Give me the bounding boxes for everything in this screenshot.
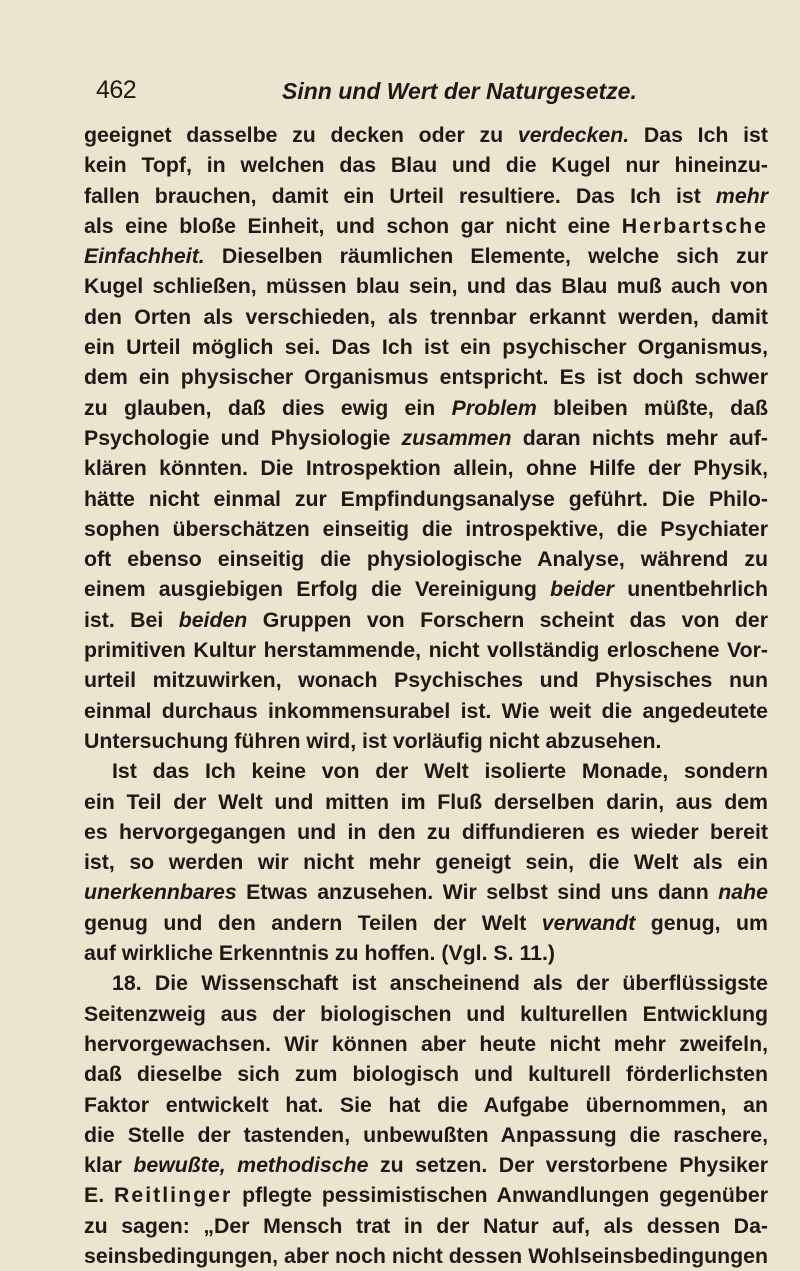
text-line — [84, 1241, 768, 1271]
text-segment: als eine bloße Einheit, und schon gar nicht eine — [84, 213, 622, 238]
text-segment: E. — [84, 1183, 115, 1208]
text-line — [84, 484, 768, 514]
text-line — [84, 393, 768, 423]
emphasized-text: beiden — [178, 607, 248, 632]
text-line — [84, 756, 768, 786]
text-line — [84, 847, 768, 877]
text-line — [84, 938, 768, 968]
text-line — [84, 211, 768, 241]
text-line — [84, 726, 768, 756]
text-segment: ist, so werden wir nicht mehr geneigt sein, die Welt als ein — [84, 850, 768, 875]
text-segment: zu sagen: „Der Mensch trat in der Natur auf, als dessen Da- — [84, 1213, 768, 1238]
text-line — [84, 362, 768, 392]
text-segment: urteil mitzuwirken, wonach Psychisches und Physisches nun — [84, 668, 768, 693]
text-line — [84, 1090, 768, 1120]
text-segment: Gruppen von Forschern scheint das von der — [247, 607, 769, 632]
emphasized-text: bewußte, methodische — [133, 1153, 369, 1178]
text-line — [84, 1120, 768, 1150]
text-segment: es hervorgegangen und in den zu diffundieren es wieder bereit — [84, 819, 768, 844]
text-segment: Ist das Ich keine von der Welt isolierte Monade, sondern — [112, 759, 768, 784]
spaced-name: Reitlinger — [114, 1183, 233, 1208]
text-segment: daß dieselbe sich zum biologisch und kulturell förderlichsten — [84, 1062, 768, 1087]
text-line — [84, 1180, 768, 1210]
text-segment: Faktor entwickelt hat. Sie hat die Aufgabe übernommen, an — [84, 1092, 768, 1117]
text-segment: Das Ich ist — [629, 123, 768, 147]
text-line — [84, 787, 768, 817]
text-segment: seinsbedingungen, aber noch nicht dessen Wohlseinsbedingungen — [84, 1243, 768, 1268]
text-segment: genug und den andern Teilen der Welt — [84, 910, 542, 935]
spaced-name: Herbartsche — [621, 213, 768, 238]
text-segment: geeignet dasselbe zu decken oder zu — [84, 123, 518, 147]
text-segment: die Stelle der tastenden, unbewußten Anpassung die raschere, — [84, 1122, 768, 1147]
text-line — [84, 817, 768, 847]
text-segment: zu glauben, daß dies ewig ein — [84, 395, 452, 420]
emphasized-text: Problem — [451, 395, 537, 420]
text-line — [84, 271, 768, 301]
text-line — [84, 332, 768, 362]
text-segment: Etwas anzusehen. Wir selbst sind uns dann — [236, 880, 719, 905]
text-segment: Seitenzweig aus der biologischen und kulturellen Entwicklung — [84, 1001, 768, 1026]
emphasized-text: verdecken. — [517, 123, 630, 147]
body-text — [84, 120, 768, 1271]
text-line — [84, 635, 768, 665]
text-segment: klären könnten. Die Introspektion allein, ohne Hilfe der Physik, — [84, 456, 768, 481]
text-line — [84, 1150, 768, 1180]
text-segment: ist. Bei — [84, 607, 179, 632]
text-segment: Psychologie und Physiologie — [84, 425, 402, 450]
text-line — [84, 302, 768, 332]
text-segment: sophen überschätzen einseitig die introspektive, die Psychiater — [84, 516, 768, 541]
text-line — [84, 453, 768, 483]
text-segment: unentbehrlich — [613, 577, 768, 602]
text-segment: ein Urteil möglich sei. Das Ich ist ein psychischer Organismus, — [84, 335, 768, 360]
text-line — [84, 1211, 768, 1241]
text-line — [84, 605, 768, 635]
text-segment: bleiben müßte, daß — [536, 395, 768, 420]
text-line — [84, 544, 768, 574]
text-segment: ein Teil der Welt und mitten im Fluß derselben darin, aus dem — [84, 789, 768, 814]
emphasized-text: mehr — [715, 183, 768, 208]
text-segment: zu setzen. Der verstorbene Physiker — [368, 1153, 768, 1178]
text-segment: kein Topf, in welchen das Blau und die Kugel nur hineinzu- — [84, 153, 768, 178]
text-segment: einmal durchaus inkommensurabel ist. Wie weit die angedeutete — [84, 698, 768, 723]
text-line — [84, 514, 768, 544]
text-segment: klar — [84, 1153, 134, 1178]
text-line — [84, 696, 768, 726]
text-segment: Die Wissenschaft ist anscheinend als der überflüssigste — [141, 971, 768, 996]
text-line — [84, 908, 768, 938]
text-line — [84, 120, 768, 150]
text-segment: daran nichts mehr auf- — [511, 425, 768, 450]
page-header — [96, 74, 770, 106]
text-segment: genug, um — [635, 910, 768, 935]
text-segment: hätte nicht einmal zur Empfindungsanalyse geführt. Die Philo- — [84, 486, 768, 511]
emphasized-text: Einfachheit. — [84, 244, 205, 269]
text-line — [84, 1059, 768, 1089]
text-segment: hervorgewachsen. Wir können aber heute nicht mehr zweifeln, — [84, 1031, 768, 1056]
text-segment: einem ausgiebigen Erfolg die Vereinigung — [84, 577, 551, 602]
text-segment: Kugel schließen, müssen blau sein, und das Blau muß auch von — [84, 274, 768, 299]
text-line — [84, 999, 768, 1029]
text-segment: Untersuchung führen wird, ist vorläufig nicht abzusehen. — [84, 728, 662, 753]
emphasized-text: verwandt — [541, 910, 636, 935]
emphasized-text: beider — [550, 577, 614, 602]
text-line — [84, 423, 768, 453]
emphasized-text: nahe — [718, 880, 768, 905]
text-line — [84, 181, 768, 211]
text-segment: auf wirkliche Erkenntnis zu hoffen. (Vgl. S. 11.) — [84, 941, 555, 966]
emphasized-text: zusammen — [401, 425, 512, 450]
emphasized-text: unerkennbares — [84, 880, 237, 905]
text-line — [84, 968, 768, 998]
text-segment: dem ein physischer Organismus entspricht. Es ist doch schwer — [84, 365, 768, 390]
text-line — [84, 665, 768, 695]
text-segment: fallen brauchen, damit ein Urteil resultiere. Das Ich ist — [84, 183, 716, 208]
text-segment: Dieselben räumlichen Elemente, welche sich zur — [204, 244, 768, 269]
text-line — [84, 1029, 768, 1059]
text-segment: oft ebenso einseitig die physiologische Analyse, während zu — [84, 547, 768, 572]
page-number: 462 — [96, 76, 137, 104]
text-segment: primitiven Kultur herstammende, nicht vollständig erloschene Vor- — [84, 638, 768, 663]
text-segment: 18. — [112, 971, 142, 996]
text-line — [84, 877, 768, 907]
text-segment: den Orten als verschieden, als trennbar erkannt werden, damit — [84, 304, 768, 329]
text-line — [84, 241, 768, 271]
text-segment: pflegte pessimistischen Anwandlungen gegenüber — [232, 1183, 768, 1208]
text-line — [84, 574, 768, 604]
running-title: Sinn und Wert der Naturgesetze. — [282, 78, 637, 104]
text-line — [84, 150, 768, 180]
